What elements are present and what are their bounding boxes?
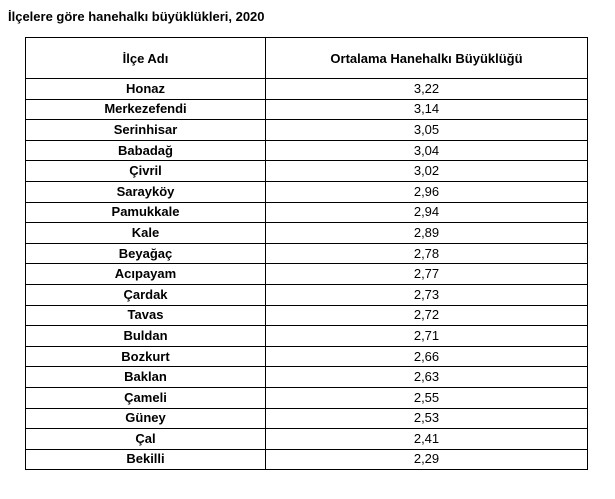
district-name-cell: Baklan — [26, 367, 266, 388]
household-size-cell: 2,41 — [266, 429, 588, 450]
district-name-cell: Güney — [26, 408, 266, 429]
table-row — [26, 140, 588, 161]
table-row — [26, 79, 588, 100]
district-name-cell: Bozkurt — [26, 346, 266, 367]
district-name-cell: Bekilli — [26, 449, 266, 470]
district-name-cell: Çameli — [26, 387, 266, 408]
table-row — [26, 120, 588, 141]
household-size-cell: 2,72 — [266, 305, 588, 326]
table-row — [26, 284, 588, 305]
table-row — [26, 346, 588, 367]
household-size-cell: 3,04 — [266, 140, 588, 161]
table-row — [26, 326, 588, 347]
table-row — [26, 305, 588, 326]
household-size-cell: 3,02 — [266, 161, 588, 182]
district-name-cell: Serinhisar — [26, 120, 266, 141]
table-row — [26, 387, 588, 408]
household-size-cell: 2,96 — [266, 181, 588, 202]
household-size-cell: 2,63 — [266, 367, 588, 388]
table-row — [26, 181, 588, 202]
table-row — [26, 223, 588, 244]
household-size-cell: 2,78 — [266, 243, 588, 264]
household-size-table — [25, 37, 588, 470]
district-name-cell: Çardak — [26, 284, 266, 305]
table-header — [26, 38, 588, 79]
household-size-cell: 3,05 — [266, 120, 588, 141]
district-name-cell: Acıpayam — [26, 264, 266, 285]
household-size-cell: 2,55 — [266, 387, 588, 408]
household-size-cell: 2,89 — [266, 223, 588, 244]
household-size-cell: 2,29 — [266, 449, 588, 470]
table-row — [26, 161, 588, 182]
header-row — [26, 38, 588, 79]
table-row — [26, 367, 588, 388]
district-name-cell: Pamukkale — [26, 202, 266, 223]
table-body — [26, 79, 588, 470]
household-size-cell: 3,14 — [266, 99, 588, 120]
table-row — [26, 264, 588, 285]
district-name-cell: Babadağ — [26, 140, 266, 161]
household-size-cell: 2,71 — [266, 326, 588, 347]
table-row — [26, 449, 588, 470]
header-average-household-size: Ortalama Hanehalkı Büyüklüğü — [266, 38, 588, 79]
page-title: İlçelere göre hanehalkı büyüklükleri, 2020 — [8, 9, 265, 24]
table-container — [25, 37, 588, 470]
table-row — [26, 243, 588, 264]
district-name-cell: Buldan — [26, 326, 266, 347]
household-size-cell: 2,66 — [266, 346, 588, 367]
district-name-cell: Sarayköy — [26, 181, 266, 202]
district-name-cell: Çal — [26, 429, 266, 450]
district-name-cell: Beyağaç — [26, 243, 266, 264]
household-size-cell: 2,53 — [266, 408, 588, 429]
household-size-cell: 2,73 — [266, 284, 588, 305]
table-row — [26, 408, 588, 429]
district-name-cell: Çivril — [26, 161, 266, 182]
district-name-cell: Tavas — [26, 305, 266, 326]
household-size-cell: 3,22 — [266, 79, 588, 100]
table-row — [26, 202, 588, 223]
header-district-name: İlçe Adı — [26, 38, 266, 79]
table-row — [26, 99, 588, 120]
district-name-cell: Kale — [26, 223, 266, 244]
household-size-cell: 2,77 — [266, 264, 588, 285]
district-name-cell: Honaz — [26, 79, 266, 100]
household-size-cell: 2,94 — [266, 202, 588, 223]
table-row — [26, 429, 588, 450]
district-name-cell: Merkezefendi — [26, 99, 266, 120]
